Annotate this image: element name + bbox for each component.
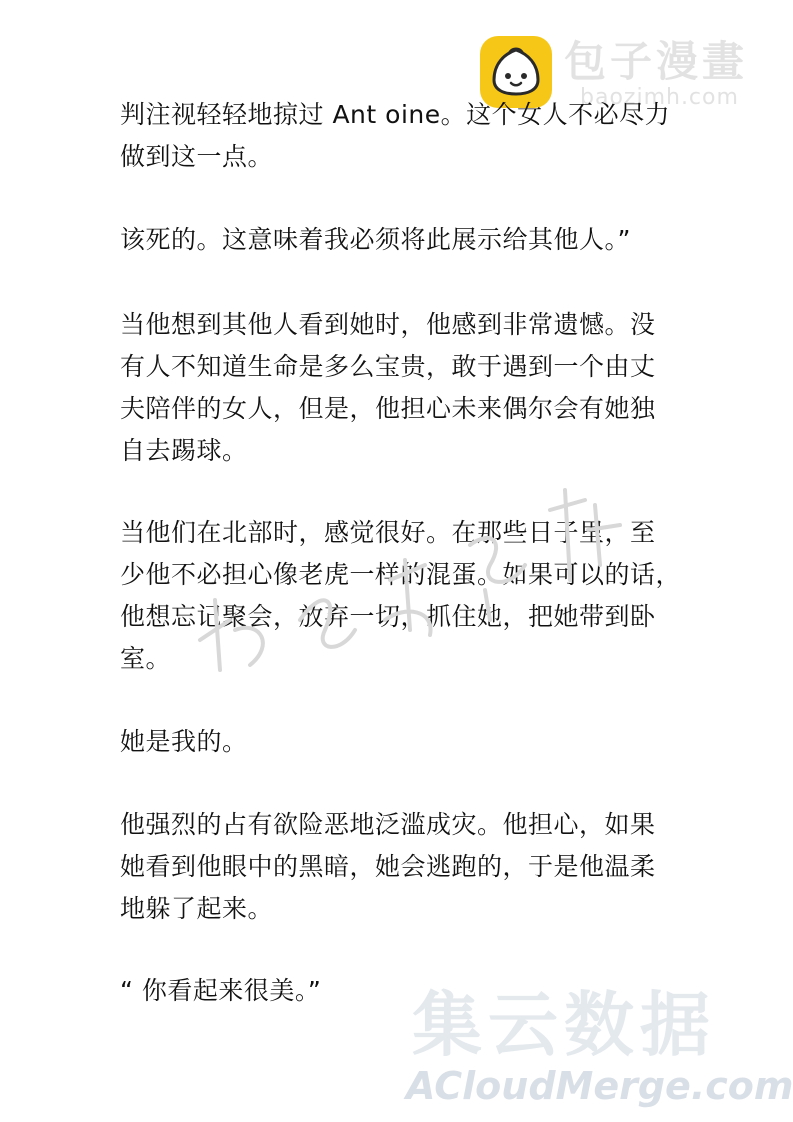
text-line: 该死的。这意味着我必须将此展示给其他人。” <box>120 225 631 254</box>
text-line: 他强烈的占有欲险恶地泛滥成灾。他担心，如果 <box>120 810 656 839</box>
bun-icon <box>480 36 552 108</box>
text-line: 室。 <box>120 644 172 673</box>
text-line: “ 你看起来很美。” <box>120 976 322 1005</box>
text-line: 地躲了起来。 <box>120 894 274 923</box>
text-line: 她看到他眼中的黑暗，她会逃跑的，于是他温柔 <box>120 852 656 881</box>
acloudmerge-watermark <box>400 984 793 1115</box>
watermark-cn: 集云数据 <box>412 984 716 1066</box>
watermark-en: ACloudMerge.com <box>406 1064 793 1108</box>
text-line: 他想忘记聚会，放弃一切，抓住她，把她带到卧 <box>120 602 656 631</box>
text-line: 当他们在北部时，感觉很好。在那些日子里，至 <box>120 518 656 547</box>
text-line: 当他想到其他人看到她时，他感到非常遗憾。没 <box>120 310 656 339</box>
logo-title: 包子漫畫 <box>564 37 749 86</box>
logo-url: baozimh.com <box>580 85 739 110</box>
text-line: 判注视轻轻地掠过 Ant oine。这个女人不必尽力 <box>120 100 671 129</box>
text-line: 做到这一点。 <box>120 142 274 171</box>
text-line: 夫陪伴的女人，但是，他担心未来偶尔会有她独 <box>120 394 656 423</box>
text-line: 她是我的。 <box>120 727 248 756</box>
text-line: 自去踢球。 <box>120 436 248 465</box>
text-line: 少他不必担心像老虎一样的混蛋。如果可以的话， <box>120 560 682 589</box>
text-line: 有人不知道生命是多么宝贵，敢于遇到一个由丈 <box>120 352 656 381</box>
